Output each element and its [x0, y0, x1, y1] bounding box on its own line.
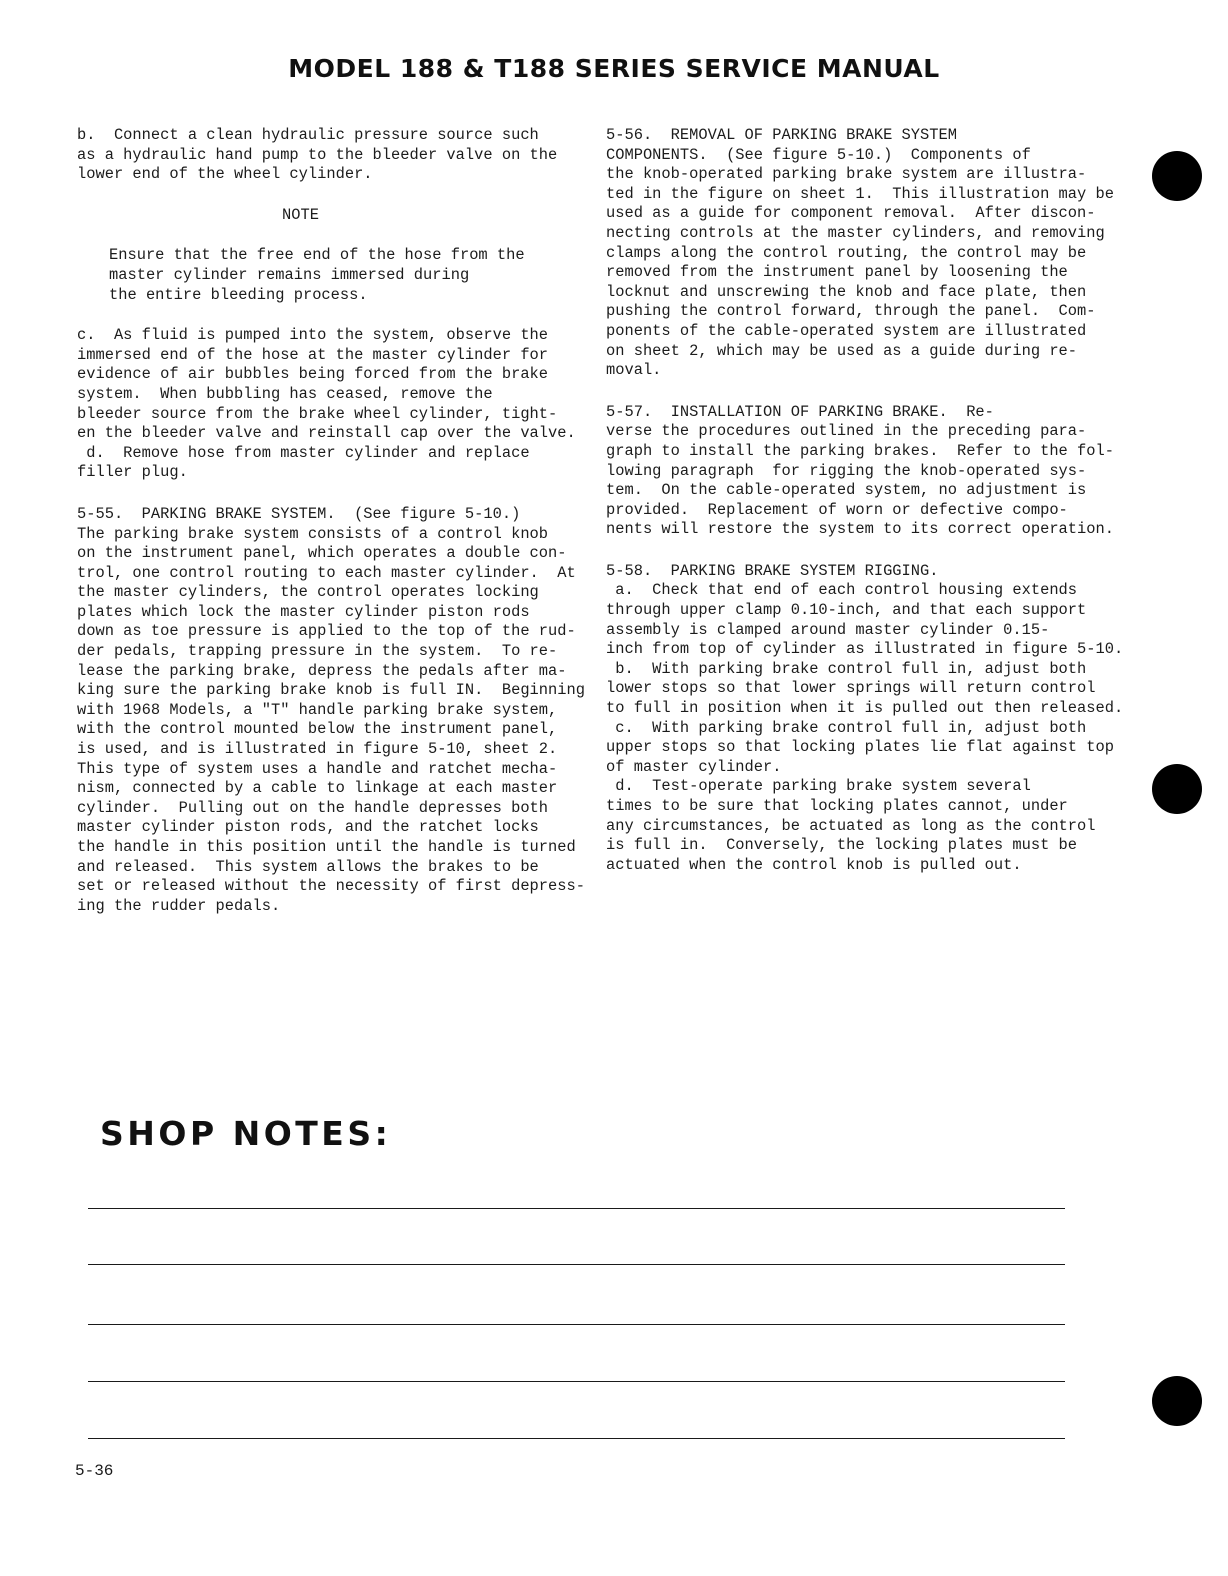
- text-line: through upper clamp 0.10-inch, and that each support: [606, 601, 1087, 620]
- text-line: actuated when the control knob is pulled out.: [606, 855, 1022, 874]
- text-line: verse the procedures outlined in the preceding para-: [606, 422, 1087, 441]
- text-line: any circumstances, be actuated as long as the control: [606, 816, 1096, 835]
- text-line: This type of system uses a handle and ratchet mecha-: [77, 759, 558, 778]
- text-line: cylinder. Pulling out on the handle depresses both: [77, 798, 549, 817]
- text-line: bleeder source from the brake wheel cylinder, tight-: [77, 404, 558, 423]
- text-line: lower end of the wheel cylinder.: [77, 165, 373, 184]
- note-block: [77, 246, 567, 305]
- text-line: as a hydraulic hand pump to the bleeder valve on the: [77, 145, 558, 164]
- section-heading-line: 5-56. REMOVAL OF PARKING BRAKE SYSTEM: [606, 126, 957, 144]
- binder-hole-icon: [1152, 1376, 1202, 1426]
- text-line: times to be sure that locking plates cannot, under: [606, 797, 1068, 815]
- note-line: [88, 1438, 1065, 1439]
- text-line: Ensure that the free end of the hose from the: [109, 246, 525, 265]
- note-line: [88, 1264, 1065, 1265]
- text-line: moval.: [606, 361, 662, 380]
- section-5-56: [606, 126, 1114, 381]
- paragraph-c-d: [77, 326, 576, 483]
- text-line: pushing the control forward, through the panel. Com-: [606, 302, 1096, 321]
- paragraph-b: [77, 126, 567, 185]
- text-line: COMPONENTS. (See figure 5-10.) Components of: [606, 145, 1031, 164]
- binder-hole-icon: [1152, 764, 1202, 814]
- text-line: lease the parking brake, depress the pedals after ma-: [77, 661, 567, 680]
- text-line: of master cylinder.: [606, 757, 782, 776]
- note-line: [88, 1381, 1065, 1382]
- text-line: immersed end of the hose at the master cylinder for: [77, 345, 549, 364]
- section-heading-line: 5-57. INSTALLATION OF PARKING BRAKE. Re-: [606, 402, 994, 421]
- text-line: master cylinder piston rods, and the ratchet locks: [77, 818, 539, 837]
- text-line: d. Test-operate parking brake system several: [606, 777, 1031, 796]
- text-line: with 1968 Models, a "T" handle parking brake system,: [77, 700, 558, 719]
- section-heading-line: 5-58. PARKING BRAKE SYSTEM RIGGING.: [606, 561, 939, 580]
- text-line: necting controls at the master cylinders, and removing: [606, 223, 1105, 242]
- text-line: b. Connect a clean hydraulic pressure source such: [77, 126, 539, 144]
- note-line: [88, 1324, 1065, 1325]
- text-line: graph to install the parking brakes. Refer to the fol-: [606, 441, 1114, 460]
- text-line: evidence of air bubbles being forced from the brake: [77, 365, 549, 384]
- text-line: on sheet 2, which may be used as a guide during re-: [606, 341, 1078, 360]
- text-line: ted in the figure on sheet 1. This illustration may be: [606, 184, 1114, 203]
- text-line: der pedals, trapping pressure in the system. To re-: [77, 642, 558, 661]
- text-line: king sure the parking brake knob is full IN. Beginning: [77, 681, 585, 700]
- text-line: upper stops so that locking plates lie flat against top: [606, 738, 1114, 757]
- shop-notes-heading: SHOP NOTES:: [100, 1114, 392, 1153]
- text-line: nism, connected by a cable to linkage at each master: [77, 779, 558, 798]
- text-line: lower stops so that lower springs will return control: [606, 679, 1096, 698]
- text-line: removed from the instrument panel by loosening the: [606, 263, 1068, 282]
- text-line: plates which lock the master cylinder piston rods: [77, 602, 530, 621]
- page-title: MODEL 188 & T188 SERIES SERVICE MANUAL: [288, 54, 940, 83]
- text-line: the master cylinders, the control operates locking: [77, 583, 539, 602]
- text-line: d. Remove hose from master cylinder and replace: [77, 443, 530, 462]
- section-5-57: [606, 402, 1114, 540]
- text-line: assembly is clamped around master cylinder 0.15-: [606, 620, 1050, 639]
- text-line: on the instrument panel, which operates a double con-: [77, 544, 567, 563]
- section-heading-line: 5-55. PARKING BRAKE SYSTEM. (See figure 5-10.): [77, 504, 521, 523]
- section-5-55: [77, 504, 585, 916]
- text-line: the entire bleeding process.: [109, 285, 368, 304]
- text-line: en the bleeder valve and reinstall cap over the valve.: [77, 424, 576, 443]
- text-line: to full in position when it is pulled out then released.: [606, 699, 1124, 718]
- note-heading: NOTE: [282, 205, 319, 224]
- text-line: nents will restore the system to its correct operation.: [606, 520, 1114, 539]
- text-line: locknut and unscrewing the knob and face plate, then: [606, 282, 1087, 301]
- text-line: clamps along the control routing, the control may be: [606, 243, 1087, 262]
- text-line: set or released without the necessity of first depress-: [77, 877, 585, 896]
- text-line: with the control mounted below the instrument panel,: [77, 720, 558, 739]
- note-line: [88, 1208, 1065, 1209]
- text-line: tem. On the cable-operated system, no adjustment is: [606, 481, 1087, 500]
- text-line: the handle in this position until the handle is turned: [77, 838, 576, 856]
- text-line: used as a guide for component removal. After discon-: [606, 204, 1096, 223]
- text-line: lowing paragraph for rigging the knob-operated sys-: [606, 461, 1087, 480]
- text-line: is full in. Conversely, the locking plates must be: [606, 836, 1078, 855]
- text-line: provided. Replacement of worn or defective compo-: [606, 500, 1068, 519]
- text-line: c. As fluid is pumped into the system, observe the: [77, 326, 549, 345]
- page-number: 5-36: [75, 1462, 114, 1480]
- text-line: the knob-operated parking brake system are illustra-: [606, 165, 1087, 184]
- binder-hole-icon: [1152, 151, 1202, 201]
- text-line: down as toe pressure is applied to the top of the rud-: [77, 622, 576, 641]
- text-line: filler plug.: [77, 463, 188, 482]
- text-line: and released. This system allows the brakes to be: [77, 857, 539, 876]
- text-line: is used, and is illustrated in figure 5-10, sheet 2.: [77, 740, 558, 759]
- text-line: c. With parking brake control full in, adjust both: [606, 718, 1087, 737]
- text-line: inch from top of cylinder as illustrated in figure 5-10.: [606, 640, 1124, 659]
- text-line: b. With parking brake control full in, adjust both: [606, 659, 1087, 678]
- right-column: [606, 126, 1124, 875]
- text-line: system. When bubbling has ceased, remove the: [77, 384, 493, 403]
- section-5-58: [606, 561, 1124, 876]
- text-line: The parking brake system consists of a control knob: [77, 524, 549, 543]
- text-line: a. Check that end of each control housing extends: [606, 581, 1078, 600]
- text-line: master cylinder remains immersed during: [109, 265, 470, 284]
- text-line: trol, one control routing to each master cylinder. At: [77, 563, 576, 582]
- text-line: ing the rudder pedals.: [77, 896, 281, 915]
- text-line: ponents of the cable-operated system are illustrated: [606, 321, 1087, 340]
- left-column: [77, 126, 585, 916]
